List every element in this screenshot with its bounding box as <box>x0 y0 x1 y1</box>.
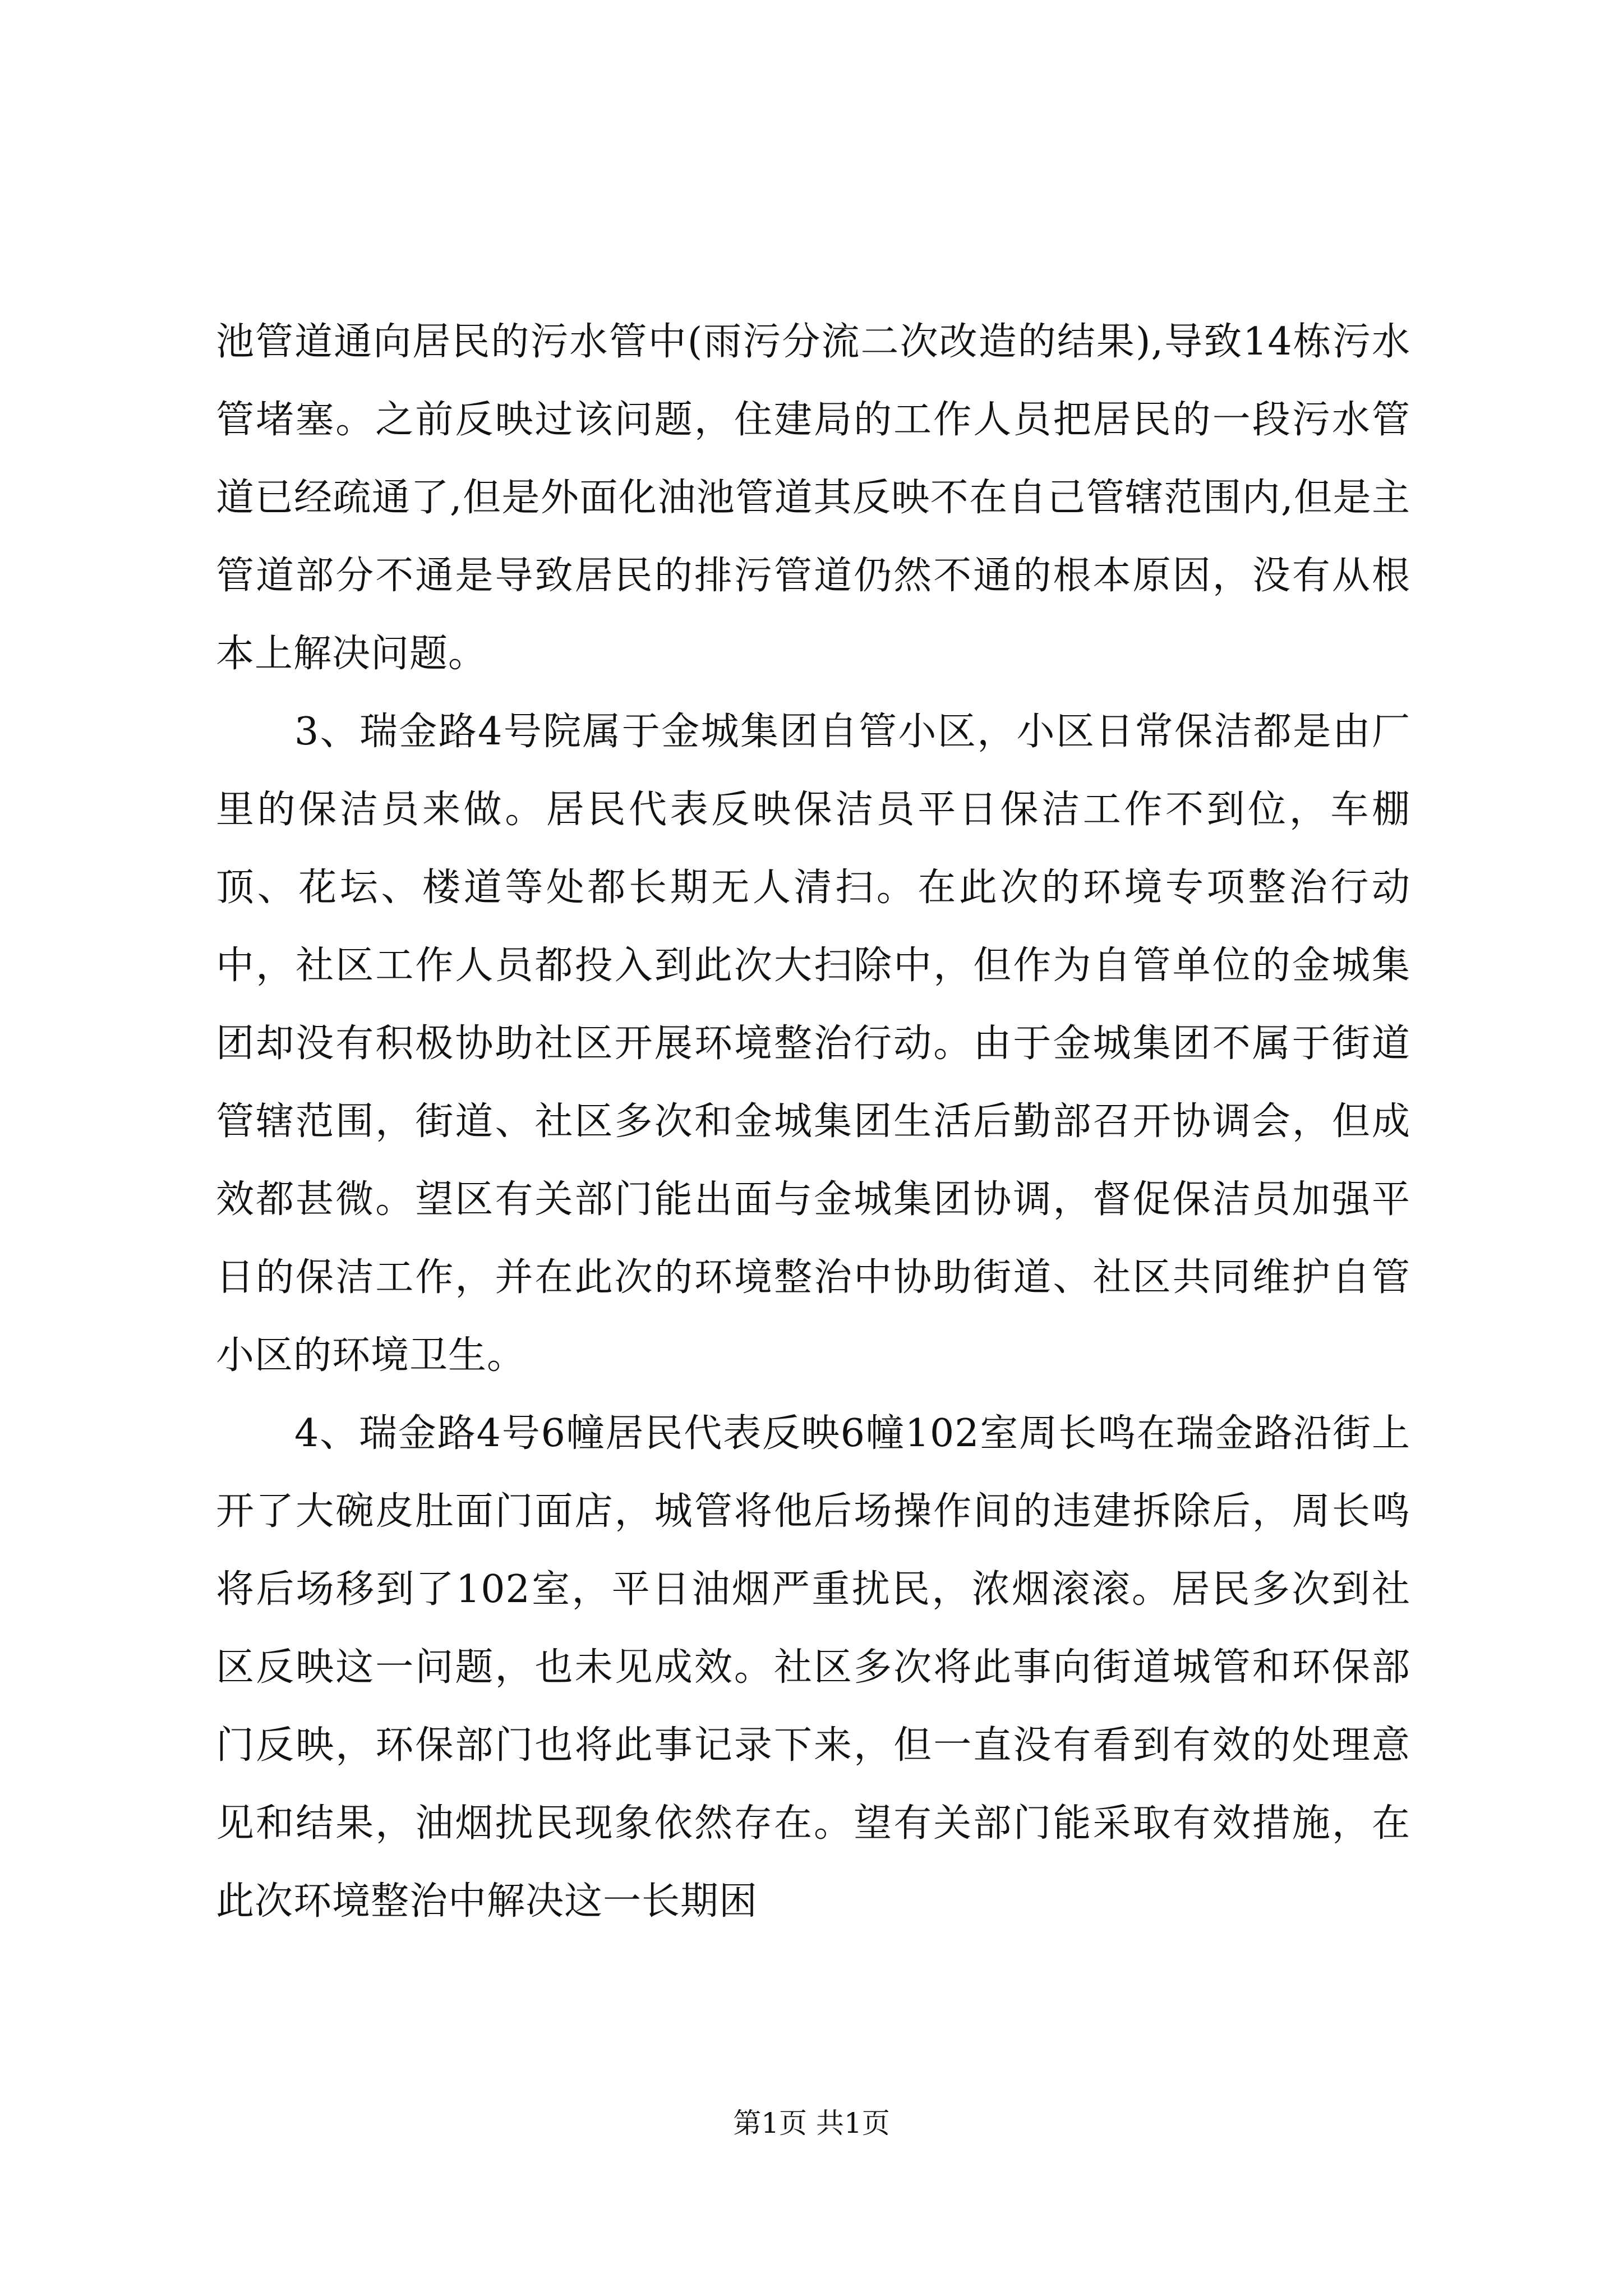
paragraph-continuation: 池管道通向居民的污水管中(雨污分流二次改造的结果),导致14栋污水管堵塞。之前反映过该问题，住建局的工作人员把居民的一段污水管道已经疏通了,但是外面化油池管道其反映不在自己管辖范围内,但是主管道部分不通是导致居民的排污管道仍然不通的根本原因，没有从根本上解决问题。 <box>216 320 1411 676</box>
page-footer: 第1页 共1页 <box>733 2107 890 2139</box>
paragraph-item-4: 4、瑞金路4号6幢居民代表反映6幢102室周长鸣在瑞金路沿街上开了大碗皮肚面门面店，城管将他后场操作间的违建拆除后，周长鸣将后场移到了102室，平日油烟严重扰民，浓烟滚滚。居民多次到社区反映这一问题，也未见成效。社区多次将此事向街道城管和环保部门反映，环保部门也将此事记录下来，但一直没有看到有效的处理意见和结果，油烟扰民现象依然存在。望有关部门能采取有效措施，在此次环境整治中解决这一长期困 <box>216 1411 1410 1924</box>
document-body <box>216 303 1410 1940</box>
paragraph-item-3: 3、瑞金路4号院属于金城集团自管小区，小区日常保洁都是由厂里的保洁员来做。居民代表反映保洁员平日保洁工作不到位，车棚顶、花坛、楼道等处都长期无人清扫。在此次的环境专项整治行动中，社区工作人员都投入到此次大扫除中，但作为自管单位的金城集团却没有积极协助社区开展环境整治行动。由于金城集团不属于街道管辖范围，街道、社区多次和金城集团生活后勤部召开协调会，但成效都甚微。望区有关部门能出面与金城集团协调，督促保洁员加强平日的保洁工作，并在此次的环境整治中协助街道、社区共同维护自管小区的环境卫生。 <box>216 710 1410 1378</box>
